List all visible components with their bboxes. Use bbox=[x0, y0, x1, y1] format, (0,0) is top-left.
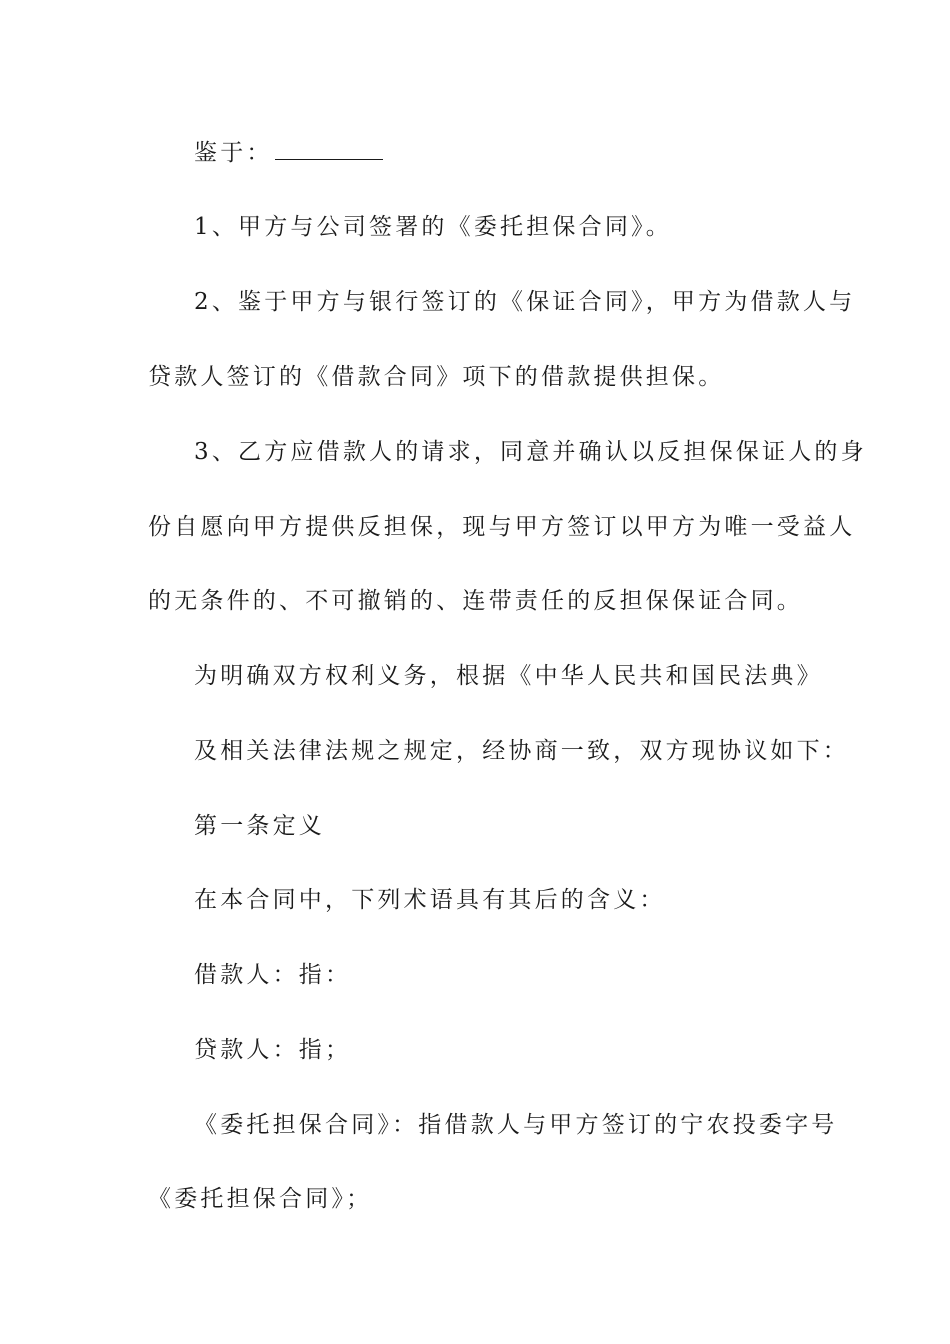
paragraph-line: 的无条件的、不可撤销的、连带责任的反担保保证合同。 bbox=[148, 588, 803, 614]
paragraph-line: 贷款人签订的《借款合同》项下的借款提供担保。 bbox=[148, 364, 725, 390]
definition-line: 《委托担保合同》； bbox=[148, 1186, 373, 1212]
paragraph-line: 为明确双方权利义务，根据《中华人民共和国民法典》 bbox=[194, 663, 823, 689]
definition-line: 《委托担保合同》：指借款人与甲方签订的宁农投委字号 bbox=[194, 1112, 838, 1138]
paragraph-line: 份自愿向甲方提供反担保，现与甲方签订以甲方为唯一受益人 bbox=[148, 514, 856, 540]
paragraph-line: 1、甲方与公司签署的《委托担保合同》。 bbox=[194, 214, 672, 240]
definition-line: 借款人：指： bbox=[194, 962, 352, 988]
paragraph-line: 及相关法律法规之规定，经协商一致，双方现协议如下： bbox=[194, 738, 849, 764]
paragraph-line: 3、乙方应借款人的请求，同意并确认以反担保保证人的身 bbox=[194, 439, 867, 465]
whereas-heading: 鉴于： bbox=[194, 137, 808, 169]
paragraph-line: 2、鉴于甲方与银行签订的《保证合同》，甲方为借款人与 bbox=[194, 289, 856, 315]
definition-line: 贷款人：指； bbox=[194, 1037, 352, 1063]
paragraph-line: 在本合同中，下列术语具有其后的含义： bbox=[194, 887, 666, 913]
article-heading: 第一条定义 bbox=[194, 813, 325, 839]
blank-field bbox=[275, 139, 383, 160]
